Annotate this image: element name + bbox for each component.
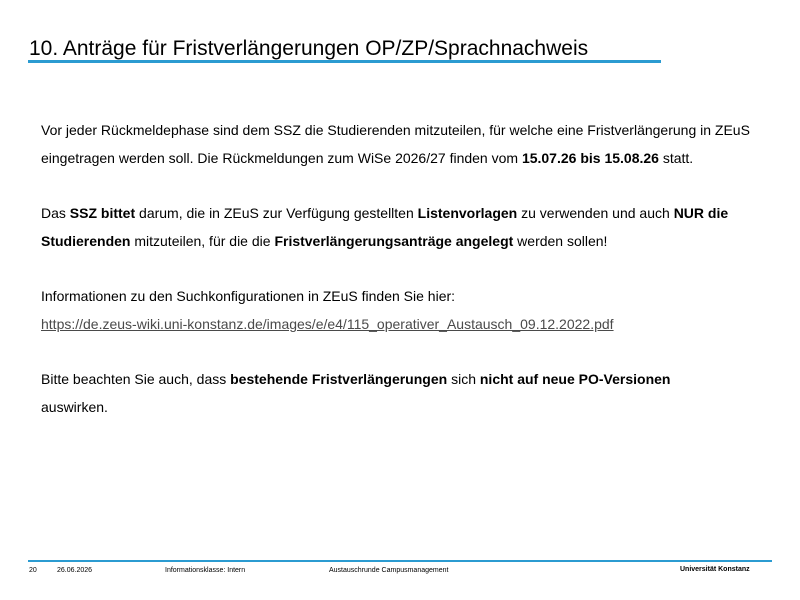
text: Informationen zu den Suchkonfigurationen in ZEuS finden Sie hier: [41,288,456,304]
bold-text: NUR die Studierenden [41,205,729,249]
paragraph-deadline [41,116,771,172]
page-number: 20 [29,567,37,574]
paragraph-info [41,282,771,338]
page-title: 10. Anträge für Fristverlängerungen OP/ZP/Sprachnachweis [29,37,589,60]
bold-text: bestehende Fristverlängerungen [230,371,448,387]
text: Vor jeder Rückmeldephase sind dem SSZ die Studierenden mitzuteilen, für welche eine Fristverlängerung in ZEuS eingetragen werden soll. Die Rückmeldungen zum WiSe 2026/27 finden vom [41,122,750,166]
zeus-wiki-link[interactable]: https://de.zeus-wiki.uni-konstanz.de/images/e/e4/115_operativer_Austausch_09.12.2022.pdf [41,316,614,332]
footer-divider [28,560,772,562]
text: zu verwenden und auch [517,205,674,221]
footer-date: 26.06.2026 [57,567,93,574]
text: Das [41,205,70,221]
text: statt. [658,150,694,166]
date-range: 15.07.26 bis 15.08.26 [521,150,659,166]
content-body [41,116,771,448]
title-underline [28,60,661,63]
text: sich [447,371,480,387]
text: werden sollen! [513,233,608,249]
text: auswirken. [41,399,108,415]
footer-topic: Austauschrunde Campusmanagement [329,567,449,574]
university-logo-text: Universität Konstanz [680,566,750,573]
paragraph-request [41,199,771,255]
text: mitzuteilen, für die die [130,233,275,249]
paragraph-note [41,365,771,421]
bold-text: Listenvorlagen [417,205,518,221]
bold-text: nicht auf neue PO-Versionen [479,371,671,387]
text: Bitte beachten Sie auch, dass [41,371,231,387]
text: darum, die in ZEuS zur Verfügung gestellten [135,205,418,221]
footer-classification: Informationsklasse: Intern [165,567,246,574]
bold-text: SSZ bittet [69,205,136,221]
bold-text: Fristverlängerungsanträge angelegt [274,233,514,249]
